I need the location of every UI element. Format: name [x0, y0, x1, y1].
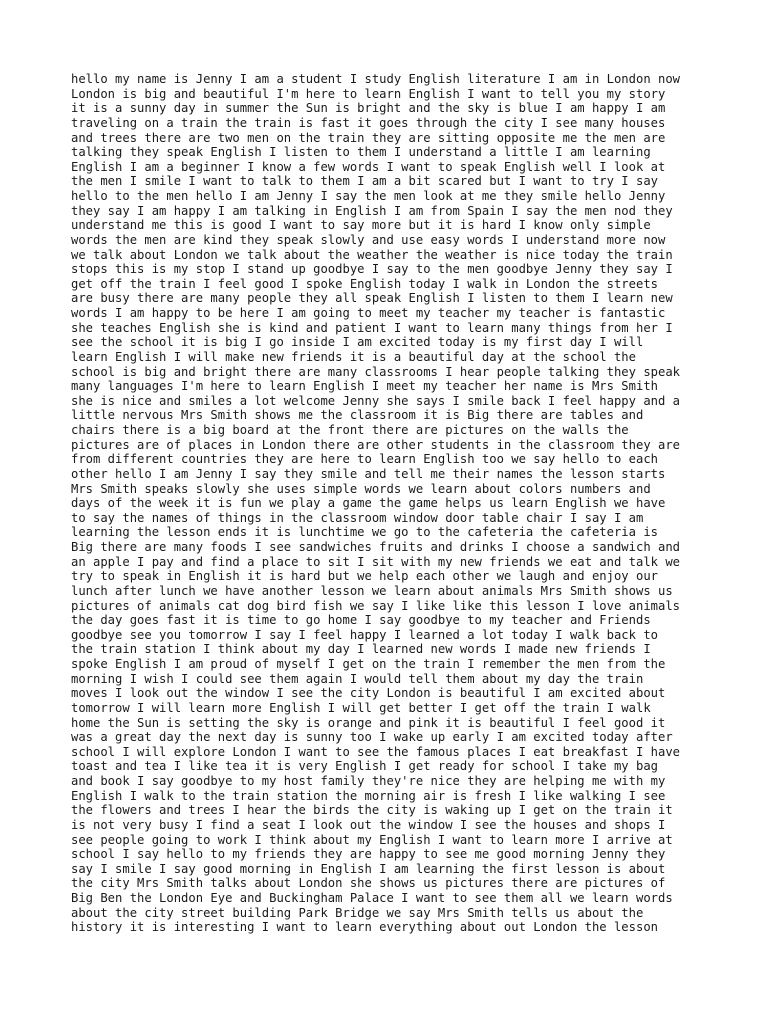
text-line: history it is interesting I want to learn everything about out London the lesson: [71, 920, 658, 935]
text-line: it is a sunny day in summer the Sun is bright and the sky is blue I am happy I am: [71, 101, 666, 116]
text-line: the day goes fast it is time to go home I say goodbye to my teacher and Friends: [71, 613, 651, 628]
text-line: get off the train I feel good I spoke English today I walk in London the streets: [71, 276, 658, 291]
text-line: the flowers and trees I hear the birds the city is waking up I get on the train it: [71, 803, 673, 818]
text-line: try to speak in English it is hard but we help each other we laugh and enjoy our: [71, 569, 658, 584]
text-line: words I am happy to be here I am going to meet my teacher my teacher is fantastic: [71, 306, 666, 320]
text-line: Mrs Smith speaks slowly she uses simple words we learn about colors numbers and: [71, 481, 651, 496]
text-line: the city Mrs Smith talks about London she shows us pictures there are pictures of: [71, 876, 666, 891]
text-line: spoke English I am proud of myself I get on the train I remember the men from the: [71, 657, 666, 671]
text-line: English I walk to the train station the morning air is fresh I like walking I see: [71, 788, 666, 803]
text-line: from different countries they are here to learn English too we say hello to each: [71, 452, 658, 467]
text-line: Big Ben the London Eye and Buckingham Palace I want to see them all we learn words: [71, 891, 673, 905]
text-line: London is big and beautiful I'm here to learn English I want to tell you my story: [71, 86, 666, 101]
text-line: Big there are many foods I see sandwiches fruits and drinks I choose a sandwich and: [71, 540, 681, 554]
text-line: pictures are of places in London there are other students in the classroom they are: [71, 437, 681, 452]
story-text-block: [71, 72, 751, 935]
text-line: and book I say goodbye to my host family they're nice they are helping me with my: [71, 774, 666, 788]
text-line: school is big and bright there are many classrooms I hear people talking they speak: [71, 364, 681, 379]
text-line: goodbye see you tomorrow I say I feel happy I learned a lot today I walk back to: [71, 627, 658, 642]
text-line: toast and tea I like tea it is very English I get ready for school I take my bag: [71, 759, 658, 774]
text-line: and trees there are two men on the train they are sitting opposite me the men are: [71, 130, 666, 145]
text-line: moves I look out the window I see the city London is beautiful I am excited about: [71, 686, 666, 701]
text-line: stops this is my stop I stand up goodbye I say to the men goodbye Jenny they say I: [71, 262, 673, 277]
text-line: lunch after lunch we have another lesson we learn about animals Mrs Smith shows us: [71, 583, 673, 598]
text-line: an apple I pay and find a place to sit I sit with my new friends we eat and talk we: [71, 554, 681, 569]
text-line: pictures of animals cat dog bird fish we say I like like this lesson I love animals: [71, 598, 681, 613]
text-line: understand me this is good I want to say more but it is hard I know only simple: [71, 218, 651, 233]
text-line: are busy there are many people they all speak English I listen to them I learn new: [71, 291, 673, 306]
text-line: English I am a beginner I know a few words I want to speak English well I look at: [71, 159, 666, 174]
text-line: we talk about London we talk about the weather the weather is nice today the train: [71, 247, 673, 262]
text-line: words the men are kind they speak slowly and use easy words I understand more now: [71, 232, 666, 247]
text-line: other hello I am Jenny I say they smile and tell me their names the lesson starts: [71, 466, 666, 481]
text-line: learn English I will make new friends it is a beautiful day at the school the: [71, 349, 636, 364]
text-line: hello my name is Jenny I am a student I study English literature I am in London now: [71, 72, 681, 86]
text-line: school I say hello to my friends they are happy to see me good morning Jenny they: [71, 847, 666, 862]
text-line: she is nice and smiles a lot welcome Jenny she says I smile back I feel happy and a: [71, 393, 681, 408]
text-line: morning I wish I could see them again I would tell them about my day the train: [71, 671, 644, 686]
text-line: little nervous Mrs Smith shows me the classroom it is Big there are tables and: [71, 408, 644, 423]
text-line: days of the week it is fun we play a game the game helps us learn English we have: [71, 496, 666, 511]
text-line: chairs there is a big board at the front there are pictures on the walls the: [71, 423, 629, 437]
text-line: hello to the men hello I am Jenny I say the men look at me they smile hello Jenny: [71, 189, 666, 203]
text-line: is not very busy I find a seat I look out the window I see the houses and shops I: [71, 817, 666, 832]
text-line: say I smile I say good morning in English I am learning the first lesson is about: [71, 861, 666, 876]
text-line: school I will explore London I want to see the famous places I eat breakfast I have: [71, 744, 681, 759]
text-line: see people going to work I think about my English I want to learn more I arrive at: [71, 832, 673, 847]
text-line: the train station I think about my day I learned new words I made new friends I: [71, 642, 651, 657]
text-line: tomorrow I will learn more English I will get better I get off the train I walk: [71, 700, 651, 715]
text-line: talking they speak English I listen to them I understand a little I am learning: [71, 145, 651, 160]
text-line: see the school it is big I go inside I am excited today is my first day I will: [71, 335, 644, 350]
text-line: learning the lesson ends it is lunchtime we go to the cafeteria the cafeteria is: [71, 525, 658, 540]
text-line: to say the names of things in the classroom window door table chair I say I am: [71, 510, 644, 525]
text-line: she teaches English she is kind and patient I want to learn many things from her I: [71, 320, 673, 335]
text-line: many languages I'm here to learn English I meet my teacher her name is Mrs Smith: [71, 379, 658, 394]
text-line: the men I smile I want to talk to them I am a bit scared but I want to try I say: [71, 174, 658, 189]
text-line: about the city street building Park Bridge we say Mrs Smith tells us about the: [71, 905, 644, 920]
text-line: traveling on a train the train is fast it goes through the city I see many houses: [71, 115, 666, 130]
text-line: was a great day the next day is sunny too I wake up early I am excited today after: [71, 730, 673, 745]
text-line: home the Sun is setting the sky is orange and pink it is beautiful I feel good it: [71, 715, 666, 730]
text-line: they say I am happy I am talking in English I am from Spain I say the men nod they: [71, 203, 673, 218]
